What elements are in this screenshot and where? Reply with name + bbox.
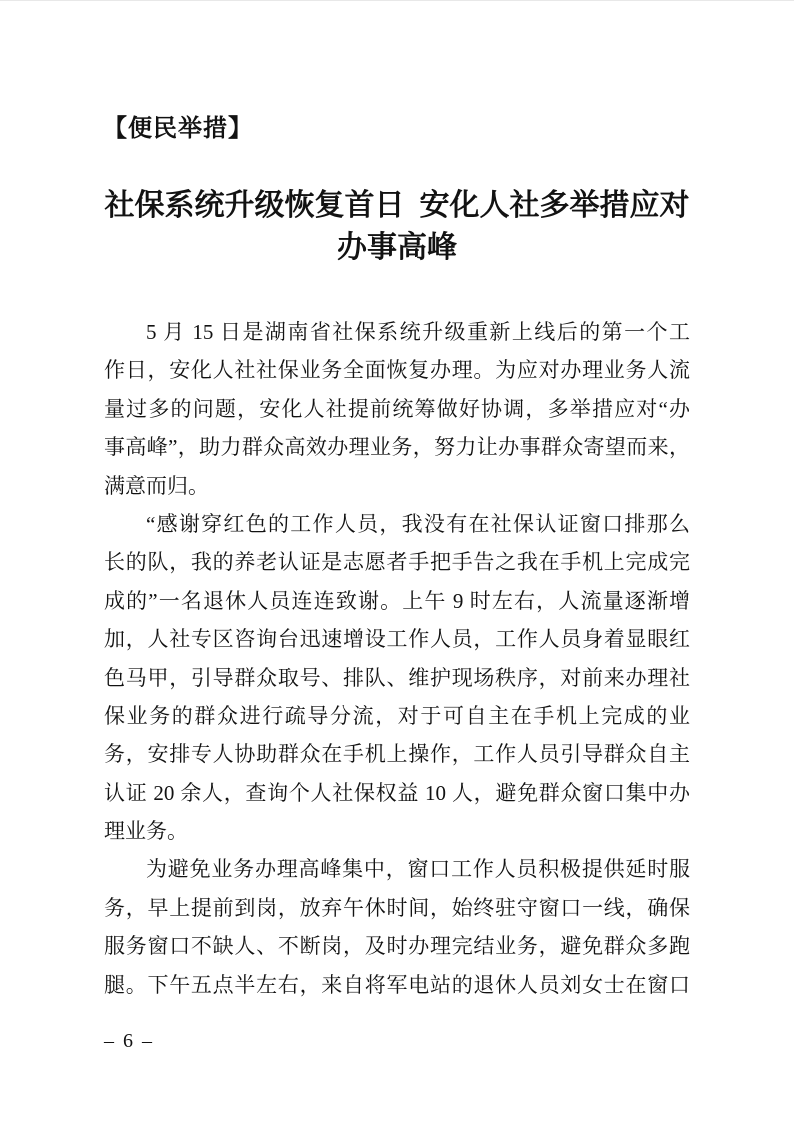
body-line: 成的”一名退休人员连连致谢。上午 9 时左右，人流量逐渐增 (104, 588, 690, 613)
body-line: 事高峰”，助力群众高效办理业务，努力让办事群众寄望而来， (104, 435, 690, 460)
body-line: 务，安排专人协助群众在手机上操作，工作人员引导群众自主 (104, 742, 690, 767)
body-line: 务，早上提前到岗，放弃午休时间，始终驻守窗口一线，确保 (104, 895, 690, 920)
body-line: 满意而归。 (104, 473, 209, 498)
body-line: 理业务。 (104, 819, 188, 844)
title-line-2: 办事高峰 (337, 231, 457, 264)
document-body (104, 313, 690, 1004)
section-header: 【便民举措】 (103, 115, 253, 142)
body-line: 作日，安化人社社保业务全面恢复办理。为应对办理业务人流 (104, 358, 690, 383)
body-line: 加，人社专区咨询台迅速增设工作人员，工作人员身着显眼红 (104, 627, 690, 652)
body-line: 为避免业务办理高峰集中，窗口工作人员积极提供延时服 (146, 857, 690, 882)
body-line: 色马甲，引导群众取号、排队、维护现场秩序，对前来办理社 (104, 665, 690, 690)
body-line: 5 月 15 日是湖南省社保系统升级重新上线后的第一个工 (146, 320, 690, 344)
title-line-1: 社保系统升级恢复首日 安化人社多举措应对 (104, 189, 690, 222)
body-line: 腿。下午五点半左右，来自将军电站的退休人员刘女士在窗口 (104, 972, 690, 997)
body-line: 认证 20 余人，查询个人社保权益 10 人，避免群众窗口集中办 (104, 780, 690, 805)
page-number: – 6 – (104, 1030, 154, 1052)
body-line: 长的队，我的养老认证是志愿者手把手告之我在手机上完成完 (104, 550, 690, 575)
body-line: “感谢穿红色的工作人员，我没有在社保认证窗口排那么 (146, 511, 690, 536)
body-line: 服务窗口不缺人、不断岗，及时办理完结业务，避免群众多跑 (104, 934, 690, 959)
document-title (100, 185, 694, 269)
body-line: 量过多的问题，安化人社提前统筹做好协调，多举措应对“办 (104, 396, 690, 421)
body-line: 保业务的群众进行疏导分流，对于可自主在手机上完成的业 (104, 703, 690, 728)
